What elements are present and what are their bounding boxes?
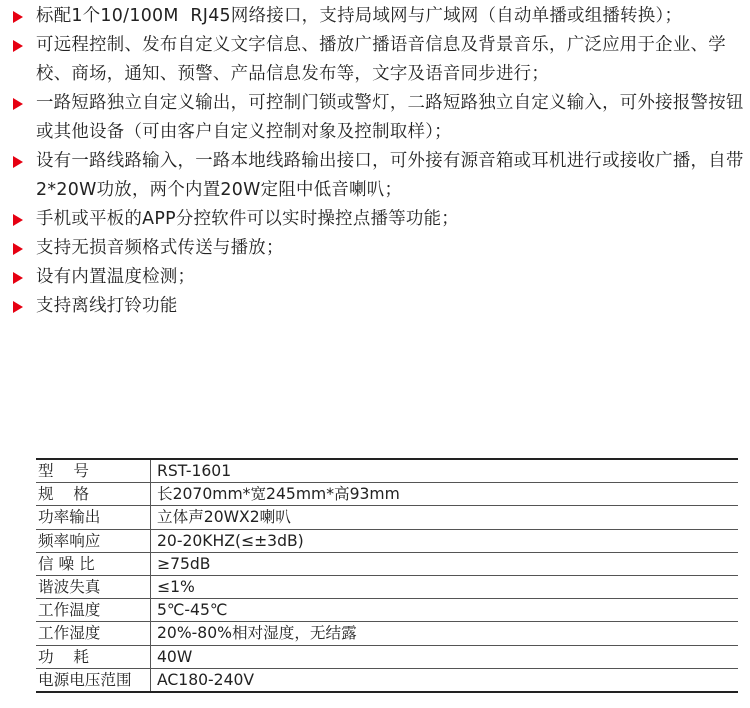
spec-value: ≥75dB bbox=[151, 552, 739, 575]
triangle-bullet-icon bbox=[13, 98, 23, 110]
spec-table bbox=[36, 458, 738, 693]
feature-text: 可远程控制、发布自定义文字信息、播放广播语音信息及背景音乐，广泛应用于企业、学校、商场，通知、预警、产品信息发布等，文字及语音同步进行； bbox=[36, 35, 726, 84]
spec-value: 40W bbox=[151, 645, 739, 668]
triangle-bullet-icon bbox=[13, 301, 23, 313]
spec-label: 频率响应 bbox=[36, 529, 151, 552]
spec-value: 立体声20WX2喇叭 bbox=[151, 506, 739, 529]
table-row bbox=[36, 483, 738, 506]
feature-text: 支持无损音频格式传送与播放； bbox=[36, 238, 284, 258]
spec-label: 功 耗 bbox=[36, 645, 151, 668]
triangle-bullet-icon bbox=[13, 243, 23, 255]
triangle-bullet-icon bbox=[13, 214, 23, 226]
spec-value: 5℃-45℃ bbox=[151, 599, 739, 622]
feature-item bbox=[12, 31, 748, 89]
spec-value: 20-20KHZ(≤±3dB) bbox=[151, 529, 739, 552]
feature-item bbox=[12, 292, 748, 321]
feature-item bbox=[12, 89, 748, 147]
feature-item bbox=[12, 147, 748, 205]
triangle-bullet-icon bbox=[13, 11, 23, 23]
spec-value: RST-1601 bbox=[151, 459, 739, 483]
spec-label: 信 噪 比 bbox=[36, 552, 151, 575]
spec-label: 功率输出 bbox=[36, 506, 151, 529]
table-row bbox=[36, 599, 738, 622]
triangle-bullet-icon bbox=[13, 40, 23, 52]
table-row bbox=[36, 668, 738, 692]
spec-label: 谐波失真 bbox=[36, 575, 151, 598]
spec-value: 20%-80%相对湿度，无结露 bbox=[151, 622, 739, 645]
spec-label: 电源电压范围 bbox=[38, 670, 132, 689]
table-row bbox=[36, 575, 738, 598]
spec-label: 工作湿度 bbox=[36, 622, 151, 645]
feature-item bbox=[12, 2, 748, 31]
table-row bbox=[36, 552, 738, 575]
spec-label: 工作温度 bbox=[36, 599, 151, 622]
spec-value: 长2070mm*宽245mm*高93mm bbox=[151, 483, 739, 506]
feature-item bbox=[12, 205, 748, 234]
feature-text: 一路短路独立自定义输出，可控制门锁或警灯，二路短路独立自定义输入，可外接报警按钮或其他设备（可由客户自定义控制对象及控制取样）； bbox=[36, 93, 744, 142]
table-row bbox=[36, 529, 738, 552]
feature-list bbox=[12, 2, 748, 321]
table-row bbox=[36, 622, 738, 645]
spec-value: ≤1% bbox=[151, 575, 739, 598]
feature-text: 设有一路线路输入，一路本地线路输出接口，可外接有源音箱或耳机进行或接收广播，自带2*20W功放，两个内置20W定阻中低音喇叭； bbox=[36, 151, 744, 200]
triangle-bullet-icon bbox=[13, 156, 23, 168]
spec-value: AC180-240V bbox=[151, 668, 739, 692]
feature-text: 手机或平板的APP分控软件可以实时操控点播等功能； bbox=[36, 209, 459, 229]
feature-item bbox=[12, 263, 748, 292]
feature-text: 支持离线打铃功能 bbox=[36, 296, 178, 316]
spec-label: 型 号 bbox=[36, 459, 151, 483]
table-row bbox=[36, 506, 738, 529]
feature-text: 设有内置温度检测； bbox=[36, 267, 196, 287]
triangle-bullet-icon bbox=[13, 272, 23, 284]
table-row bbox=[36, 459, 738, 483]
spec-label: 规 格 bbox=[36, 483, 151, 506]
feature-item bbox=[12, 234, 748, 263]
table-row bbox=[36, 645, 738, 668]
feature-text: 标配1个10/100M RJ45网络接口，支持局域网与广域网（自动单播或组播转换）； bbox=[36, 6, 683, 26]
